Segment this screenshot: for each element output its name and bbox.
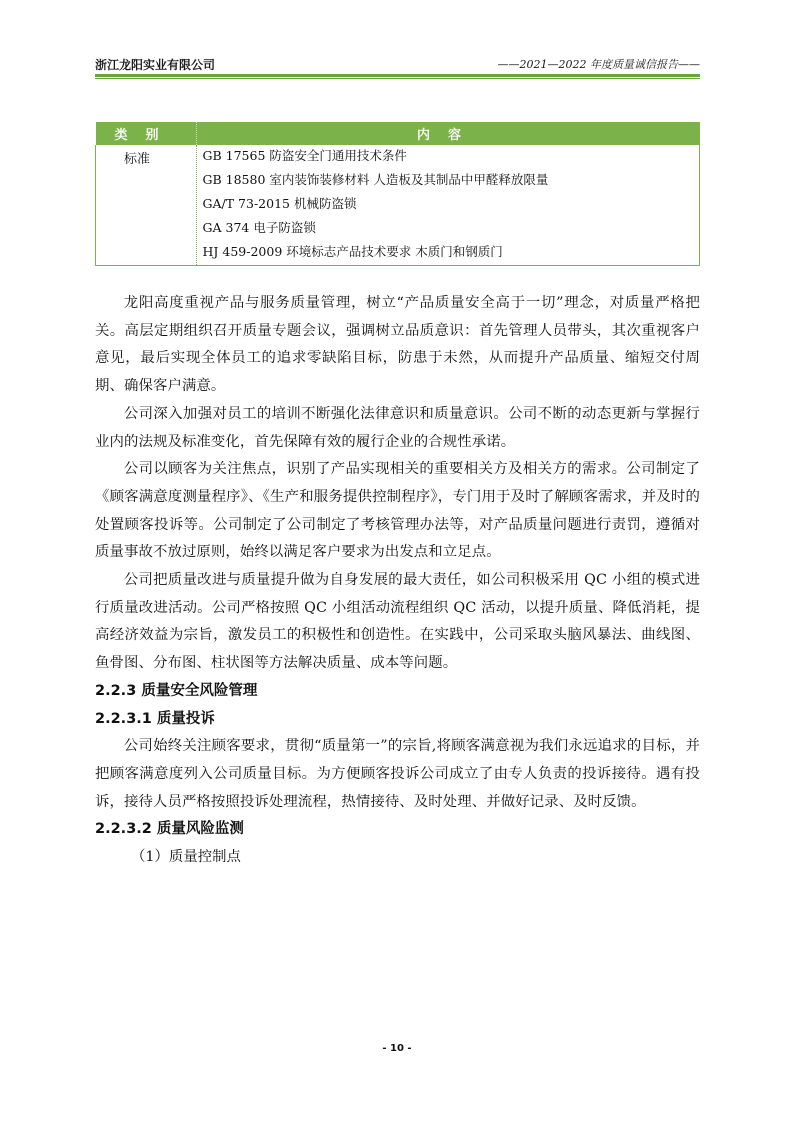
report-title: ——2021—2022 年度质量诚信报告—— [497,58,700,71]
table-header-category: 类别 [96,122,197,145]
paragraph-qc-improvement: 公司把质量改进与质量提升做为自身发展的最大责任，如公司积极采用 QC 小组的模式进行质量改进活动。公司严格按照 QC 小组活动流程组织 QC 活动，以提升质量、降低消耗，提高经济效益为宗旨，激发员工的积极性和创造性。在实践中，公司采取头脑风暴法、曲线图、鱼骨图、分布图、柱状图等方法解决质量、成本等问题。 [95,572,700,672]
section-heading-2232: 2.2.3.2 质量风险监测 [95,821,244,838]
paragraph-complaint: 公司始终关注顾客要求，贯彻“质量第一”的宗旨,将顾客满意视为我们永远追求的目标，并把顾客满意度列入公司质量目标。为方便顾客投诉公司成立了由专人负责的投诉接待。遇有投诉，接待人员严格按照投诉处理流程，热情接待、及时处理、并做好记录、及时反馈。 [95,738,700,810]
table-category-cell: 标准 [96,145,197,266]
section-heading-223: 2.2.3 质量安全风险管理 [95,682,258,699]
section-heading-2231: 2.2.3.1 质量投诉 [95,710,215,727]
standard-item: GB 18580 室内装饰装修材料 人造板及其制品中甲醛释放限量 [202,172,549,187]
standard-item: GB 17565 防盗安全门通用技术条件 [202,148,407,163]
page-header [95,56,700,74]
standard-item: GA/T 73-2015 机械防盗锁 [202,196,357,211]
page-number: - 10 - [382,1043,412,1054]
sub-item-control-point: （1）质量控制点 [131,849,241,866]
paragraph-quality-management: 龙阳高度重视产品与服务质量管理，树立“产品质量安全高于一切”理念，对质量严格把关。高层定期组织召开质量专题会议，强调树立品质意识：首先管理人员带头，其次重视客户意见，最后实现全体员工的追求零缺陷目标，防患于未然，从而提升产品质量、缩短交付周期、确保客户满意。 [95,295,700,395]
table-items-cell [196,145,700,266]
paragraph-customer-focus: 公司以顾客为关注焦点，识别了产品实现相关的重要相关方及相关方的需求。公司制定了《顾客满意度测量程序》、《生产和服务提供控制程序》，专门用于及时了解顾客需求，并及时的处置顾客投诉等。公司制定了公司制定了考核管理办法等，对产品质量问题进行责罚，遵循对质量事故不放过原则，始终以满足客户要求为出发点和立足点。 [95,461,700,561]
standard-item: HJ 459-2009 环境标志产品技术要求 木质门和钢质门 [202,244,503,259]
header-rule-thin [95,78,700,79]
header-rule-thick [95,74,700,77]
document-body [95,290,700,872]
standards-table [95,122,700,266]
table-header-content: 内容 [196,122,700,145]
standard-item: GA 374 电子防盗锁 [202,220,316,235]
paragraph-training: 公司深入加强对员工的培训不断强化法律意识和质量意识。公司不断的动态更新与掌握行业内的法规及标准变化，首先保障有效的履行企业的合规性承诺。 [95,405,700,450]
company-name: 浙江龙阳实业有限公司 [95,58,216,72]
